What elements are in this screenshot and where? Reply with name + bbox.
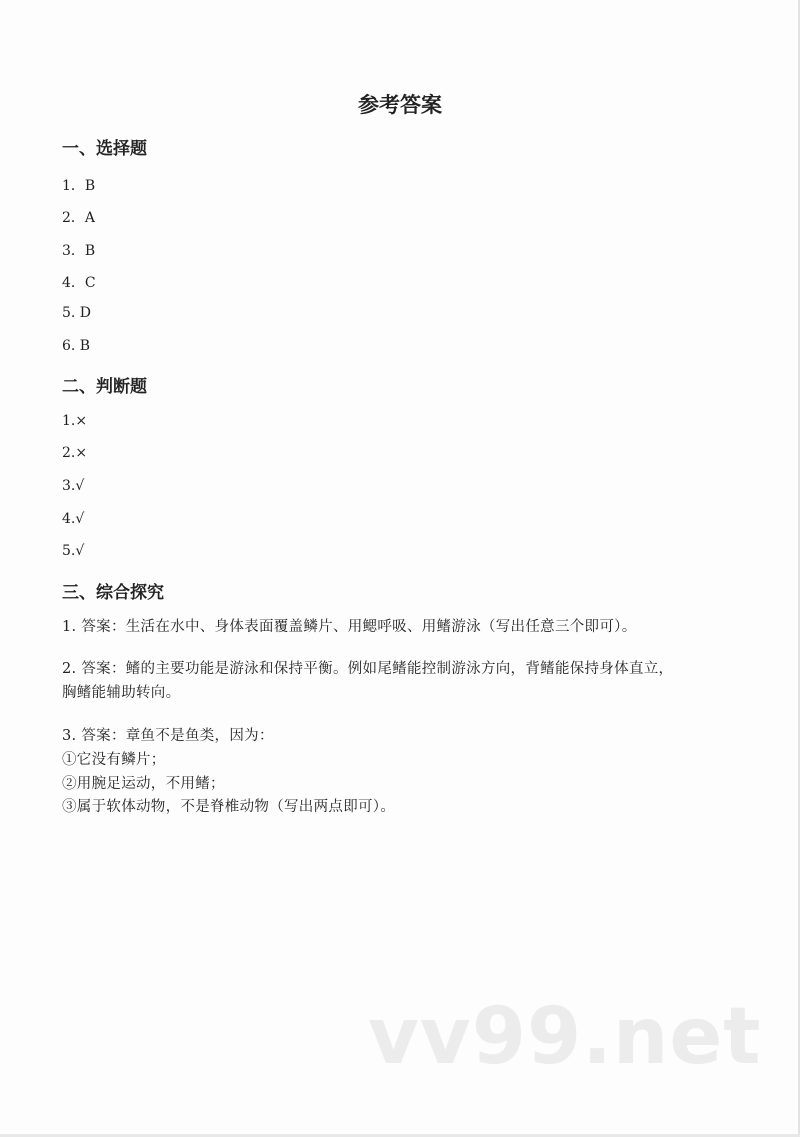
judgement-answer: 1.×: [62, 413, 88, 429]
judgement-answer: 2.×: [62, 445, 88, 461]
choice-answer: 1．B: [62, 178, 96, 194]
judgement-answer: 4.√: [62, 511, 85, 527]
inquiry-answer-2-cont: 胸鳍能辅助转向。: [62, 685, 181, 701]
choice-answer: 3．B: [62, 243, 96, 259]
inquiry-answer-3-point: ①它没有鳞片；: [62, 752, 166, 768]
inquiry-answer-3-point: ③属于软体动物，不是脊椎动物（写出两点即可）。: [62, 799, 396, 815]
inquiry-answer-2: 2. 答案：鳍的主要功能是游泳和保持平衡。例如尾鳍能控制游泳方向，背鳍能保持身体直立，: [62, 661, 674, 677]
section-heading-judgement: 二、判断题: [62, 377, 147, 397]
judgement-answer: 3.√: [62, 478, 85, 494]
choice-answer: 4．C: [62, 275, 96, 291]
page-title: 参考答案: [358, 92, 442, 117]
inquiry-answer-1: 1. 答案：生活在水中、身体表面覆盖鳞片、用鳃呼吸、用鳍游泳（写出任意三个即可）。: [62, 619, 637, 635]
choice-answer: 2．A: [62, 210, 96, 226]
inquiry-answer-3-point: ②用腕足运动，不用鳍；: [62, 776, 225, 792]
section-heading-choice: 一、选择题: [62, 139, 147, 159]
judgement-answer: 5.√: [62, 543, 85, 559]
section-heading-inquiry: 三、综合探究: [62, 583, 164, 603]
inquiry-answer-3: 3. 答案：章鱼不是鱼类，因为：: [62, 728, 274, 744]
choice-answer: 5. D: [62, 305, 92, 321]
choice-answer: 6. B: [62, 338, 91, 354]
watermark: vv99.net: [368, 992, 762, 1082]
